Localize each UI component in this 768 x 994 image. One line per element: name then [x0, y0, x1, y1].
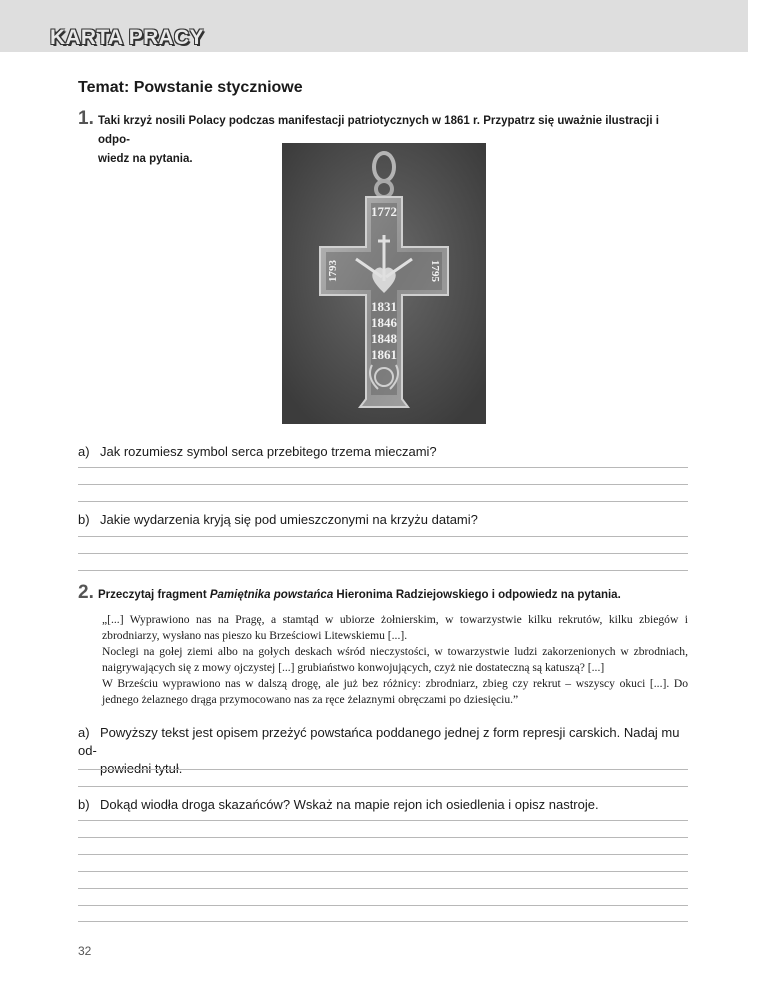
cross-date-right: 1795 — [429, 260, 441, 282]
task-1-question-b — [78, 511, 688, 529]
question-text: Jak rozumiesz symbol serca przebitego trzema mieczami? — [100, 444, 437, 459]
cross-date: 1861 — [371, 347, 397, 362]
answer-line[interactable] — [78, 786, 688, 787]
worksheet-title: KARTA PRACY — [50, 26, 204, 49]
question-label: b) — [78, 797, 90, 812]
header-banner — [0, 0, 748, 52]
task-1-question-a — [78, 443, 688, 461]
cross-date: 1831 — [371, 299, 397, 314]
task-1-instruction-line-2: wiedz na pytania. — [98, 153, 193, 165]
cross-date: 1846 — [371, 315, 397, 330]
question-text: Jakie wydarzenia kryją się pod umieszczonymi na krzyżu datami? — [100, 512, 478, 527]
book-title: Pamiętnika powstańca — [209, 589, 334, 601]
task-2-question-b — [78, 796, 688, 814]
answer-line[interactable] — [78, 769, 688, 770]
question-text: Powyższy tekst jest opisem przeżyć powstańca poddanego jednej z form represji carskich. Nadaj mu od- — [78, 725, 680, 758]
cross-image — [282, 143, 486, 424]
quote-paragraph: Noclegi na gołej ziemi albo na gołych deskach wśród nieczystości, w towarzystwie ludzi zakorzenionych w zbrodniach, naigrywających się z mowy ojczystej [...] grubiaństwo konwojujących, czyż nie dostateczną są katuszą? [...] — [102, 645, 688, 674]
cross-date-left: 1793 — [327, 260, 339, 282]
quote-paragraph: W Brześciu wyprawiono nas w dalszą drogę, ale już bez różnicy: zbrodniarz, zbieg czy rekrut – wszyscy okuci [...]. Do jednego żelaznego drąga przymocowano nas za ręce żelaznymi obręczami po dziesięciu.” — [102, 677, 688, 706]
task-1-instruction-line-1: Taki krzyż nosili Polacy podczas manifestacji patriotycznych w 1861 r. Przypatrz się uważnie ilustracji i odpo- — [98, 115, 659, 146]
answer-line[interactable] — [78, 921, 688, 922]
instruction-text: Hieronima Radziejowskiego i odpowiedz na pytania. — [333, 589, 621, 601]
topic-heading: Temat: Powstanie styczniowe — [78, 79, 303, 96]
answer-line[interactable] — [78, 888, 688, 889]
answer-line[interactable] — [78, 467, 688, 468]
answer-line[interactable] — [78, 570, 688, 571]
answer-line[interactable] — [78, 871, 688, 872]
question-label: a) — [78, 725, 90, 740]
cross-date: 1848 — [371, 331, 397, 346]
answer-line[interactable] — [78, 484, 688, 485]
task-1-number: 1. — [78, 108, 94, 129]
answer-line[interactable] — [78, 905, 688, 906]
question-label: b) — [78, 512, 90, 527]
memoir-quote — [102, 612, 688, 708]
quote-paragraph: „[...] Wyprawiono nas na Pragę, a stamtąd w ubiorze żołnierskim, w towarzystwie kilku rekrutów, kilku zbiegów i zbrodniarzy, wysłano nas pieszo ku Brześciowi Litewskiemu [...]. — [102, 613, 688, 642]
cross-date-top: 1772 — [371, 204, 397, 219]
instruction-text: Przeczytaj fragment — [98, 589, 210, 601]
answer-line[interactable] — [78, 553, 688, 554]
question-text: Dokąd wiodła droga skazańców? Wskaż na mapie rejon ich osiedlenia i opisz nastroje. — [100, 797, 599, 812]
answer-line[interactable] — [78, 837, 688, 838]
answer-line[interactable] — [78, 501, 688, 502]
answer-line[interactable] — [78, 536, 688, 537]
cross-photo — [282, 143, 486, 424]
question-text: powiedni tytuł. — [100, 761, 183, 776]
task-2-number: 2. — [78, 582, 94, 603]
answer-line[interactable] — [78, 854, 688, 855]
answer-line[interactable] — [78, 820, 688, 821]
question-label: a) — [78, 444, 90, 459]
task-2-instruction — [98, 586, 688, 605]
page-number: 32 — [78, 944, 92, 958]
